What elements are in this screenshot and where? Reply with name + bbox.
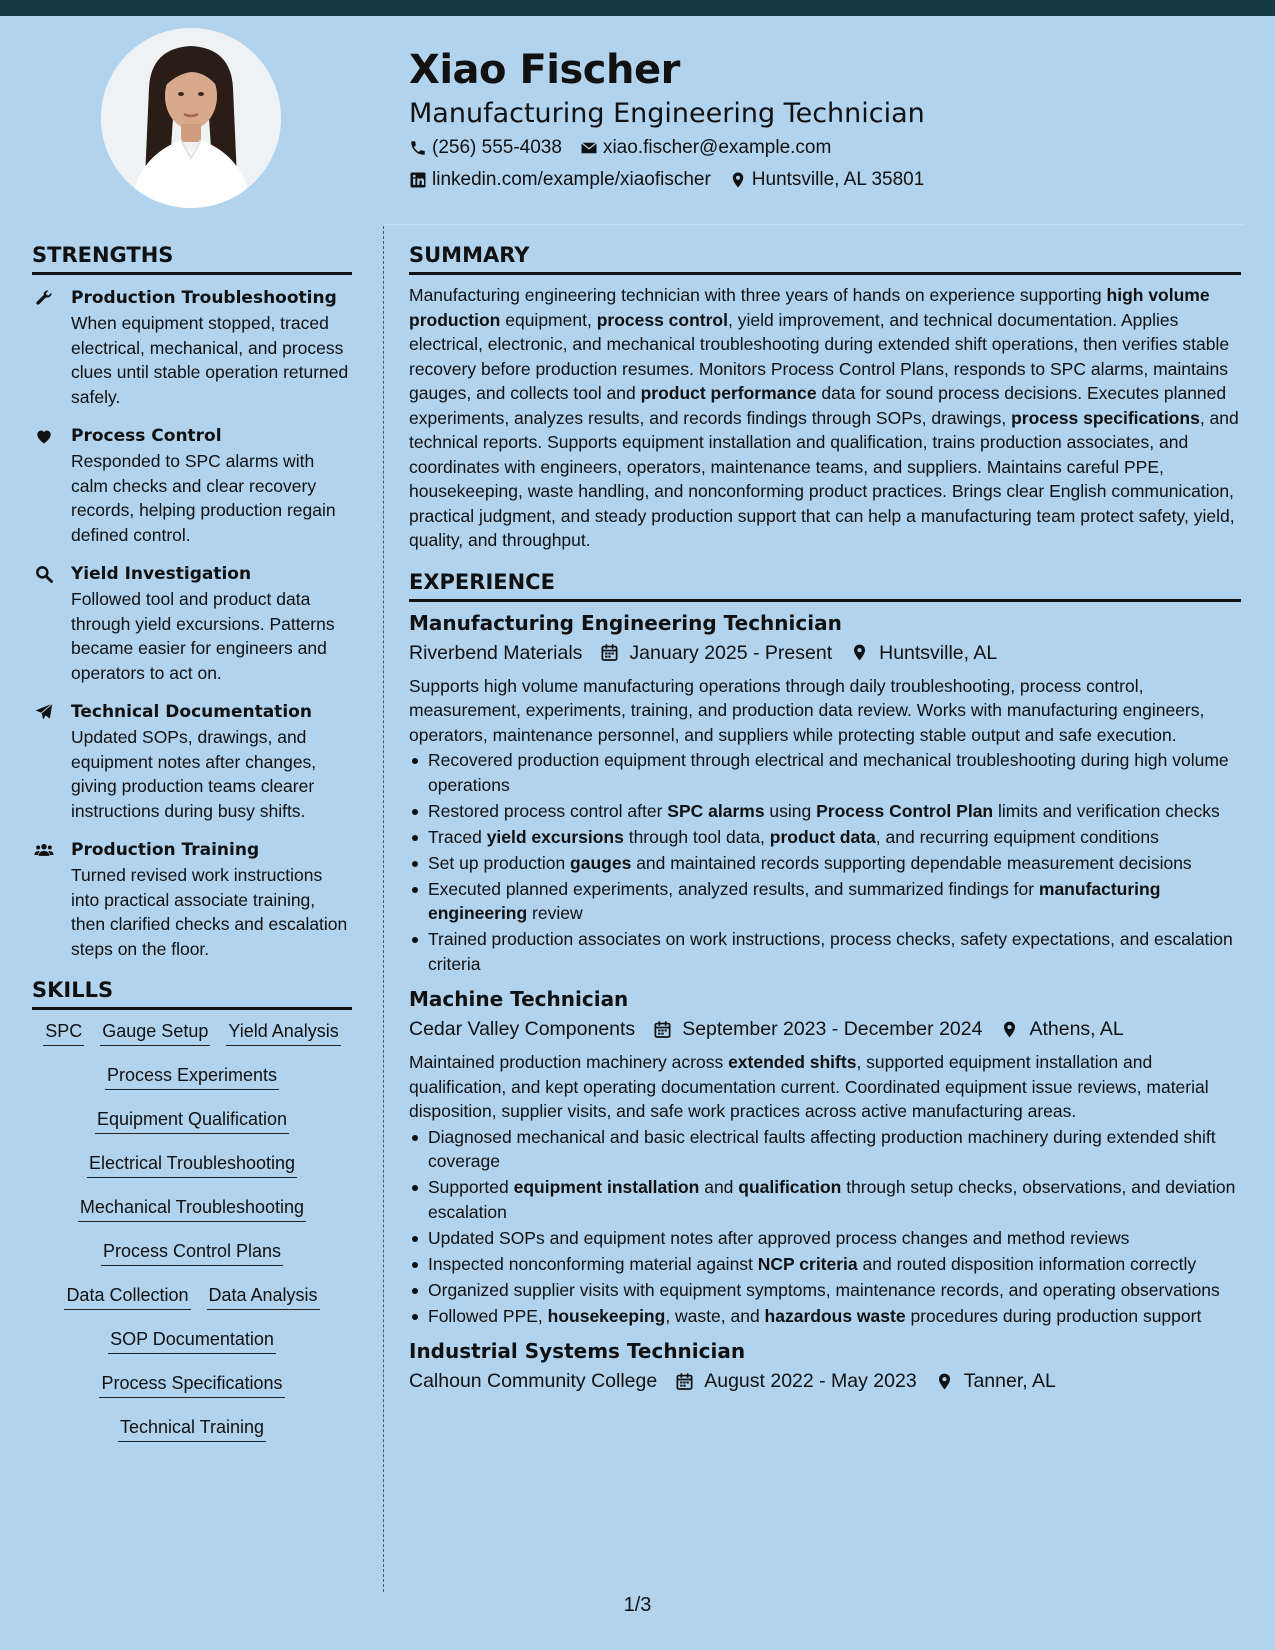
text-segment: Diagnosed mechanical and basic electrical faults affecting production machinery during extended shift coverage	[428, 1126, 1216, 1171]
skill-tag: Data Analysis	[207, 1284, 320, 1310]
bullet-item	[409, 1304, 1241, 1329]
bullet-item	[409, 748, 1241, 797]
text-segment: equipment,	[500, 309, 597, 330]
skill-tag: Process Specifications	[99, 1372, 284, 1398]
bold-text: process control	[596, 309, 728, 330]
job-title: Manufacturing Engineering Technician	[409, 610, 842, 635]
strengths-list	[32, 285, 352, 961]
text-segment: Inspected nonconforming material against	[428, 1253, 758, 1274]
location-text: Athens, AL	[1029, 1018, 1124, 1040]
job-location	[1000, 1014, 1123, 1044]
bullet-item	[409, 851, 1241, 876]
job-summary	[409, 1050, 1241, 1124]
text-segment: and	[699, 1177, 739, 1197]
skill-tag: SPC	[43, 1020, 84, 1046]
location-text: Tanner, AL	[963, 1370, 1056, 1392]
job-entry	[409, 984, 1241, 1328]
skill-row	[32, 1152, 352, 1178]
bullet-item	[409, 1226, 1241, 1251]
text-segment: Recovered production equipment through electrical and mechanical troubleshooting during high volume operations	[428, 750, 1229, 795]
skill-tag: Gauge Setup	[100, 1020, 210, 1046]
skill-tag: Electrical Troubleshooting	[87, 1152, 297, 1178]
calendar-icon	[675, 1372, 694, 1391]
skills-heading: SKILLS	[32, 975, 352, 1010]
strength-desc: Responded to SPC alarms with calm checks and clear recovery records, helping production regain defined control.	[71, 451, 336, 545]
dates-text: August 2022 - May 2023	[704, 1370, 917, 1392]
strength-body	[71, 423, 352, 547]
bullet-item	[409, 825, 1241, 850]
top-bar	[0, 0, 1275, 16]
job-meta	[409, 1366, 1241, 1396]
text-segment: , and recurring equipment conditions	[875, 826, 1159, 847]
text-segment: Supports high volume manufacturing operations through daily troubleshooting, process control, measurement, experiments, training, and production data review. Works with manufacturing engineers, operators, maintenance personnel, and suppliers while protecting stable output and safe execution.	[409, 675, 1205, 745]
strength-item	[32, 837, 352, 961]
bold-text: yield excursions	[486, 826, 624, 847]
location-text: Huntsville, AL 35801	[751, 169, 925, 190]
text-segment: Traced	[428, 826, 487, 847]
strength-title: Production Troubleshooting	[71, 288, 337, 308]
text-segment: data for sound process decisions. Executes planned experiments, analyzes results, and records findings through SOPs, drawings,	[409, 383, 1227, 428]
phone-icon	[409, 139, 427, 157]
text-segment: using	[764, 800, 817, 821]
map-pin-icon	[850, 643, 869, 662]
skill-tag: Mechanical Troubleshooting	[78, 1196, 306, 1222]
contact-row-2	[409, 164, 1249, 196]
text-segment: , supported equipment installation and qualification, and kept operating documentation current. Coordinated equipment issue reviews, material disposition, supplier visits, and safe work practices across active manufacturing areas.	[409, 1052, 1209, 1121]
summary-text	[409, 283, 1241, 553]
left-column	[32, 240, 352, 1460]
bold-text: product data	[769, 826, 876, 847]
strength-body	[71, 837, 352, 961]
page-number: 1/3	[623, 1594, 652, 1616]
bullet-item	[409, 1278, 1241, 1303]
map-pin-icon	[935, 1372, 954, 1391]
job-dates	[600, 638, 832, 668]
map-pin-icon	[1000, 1020, 1019, 1039]
bold-text: housekeeping	[547, 1305, 666, 1326]
skill-row	[32, 1284, 352, 1310]
strength-item	[32, 561, 352, 685]
strength-body	[71, 561, 352, 685]
phone-contact[interactable]	[409, 132, 562, 164]
right-column	[409, 240, 1241, 1402]
strength-icon-wrap	[32, 837, 71, 961]
text-segment: Supported	[428, 1177, 514, 1197]
job-dates	[675, 1366, 916, 1396]
job-location	[935, 1366, 1056, 1396]
strength-desc: Followed tool and product data through yield excursions. Patterns became easier for engineers and operators to act on.	[71, 589, 335, 683]
strength-title: Production Training	[71, 840, 260, 860]
strength-icon-wrap	[32, 285, 71, 409]
bullet-item	[409, 799, 1241, 824]
text-segment: and maintained records supporting dependable measurement decisions	[631, 852, 1192, 873]
text-segment: Organized supplier visits with equipment symptoms, maintenance records, and operating observations	[428, 1279, 1220, 1300]
text-segment: Executed planned experiments, analyzed results, and summarized findings for	[428, 878, 1039, 899]
strength-title: Technical Documentation	[71, 702, 312, 722]
calendar-icon	[653, 1020, 672, 1039]
header-divider	[384, 224, 1244, 225]
skill-tag: Data Collection	[64, 1284, 190, 1310]
strength-desc: Turned revised work instructions into practical associate training, then clarified checks and escalation steps on the floor.	[71, 865, 348, 959]
heart-icon	[34, 426, 54, 446]
skill-tag: Equipment Qualification	[95, 1108, 289, 1134]
bold-text: NCP criteria	[757, 1253, 858, 1274]
bold-text: Process Control Plan	[816, 800, 994, 821]
candidate-title: Manufacturing Engineering Technician	[409, 98, 925, 129]
text-segment: procedures during production support	[905, 1305, 1202, 1326]
text-segment: Maintained production machinery across	[409, 1052, 729, 1072]
text-segment: through tool data,	[623, 826, 770, 847]
job-bullets	[409, 748, 1241, 976]
strength-icon-wrap	[32, 699, 71, 823]
bullet-item	[409, 877, 1241, 926]
bullet-item	[409, 1125, 1241, 1174]
strengths-heading: STRENGTHS	[32, 240, 352, 275]
contact-row-1	[409, 132, 1249, 164]
bullet-item	[409, 927, 1241, 976]
email-contact[interactable]	[580, 132, 831, 164]
skill-row	[32, 1020, 352, 1046]
paper-plane-icon	[34, 702, 54, 722]
linkedin-contact[interactable]	[409, 164, 711, 196]
email-text: xiao.fischer@example.com	[602, 137, 832, 158]
bold-text: hazardous waste	[764, 1305, 906, 1326]
strength-item	[32, 699, 352, 823]
strength-icon-wrap	[32, 561, 71, 685]
strength-desc: When equipment stopped, traced electrical, mechanical, and process clues until stable operation returned safely.	[71, 313, 349, 407]
wrench-icon	[34, 288, 54, 308]
bold-text: product performance	[640, 383, 817, 403]
header	[409, 44, 1249, 196]
text-segment: Manufacturing engineering technician with three years of hands on experience supporting	[409, 285, 1107, 305]
text-segment: limits and verification checks	[993, 800, 1220, 821]
company-text: Calhoun Community College	[409, 1370, 658, 1392]
text-segment: , and technical reports. Supports equipment installation and qualification, trains production associates, and coordinates with engineers, operators, maintenance teams, and suppliers. Maintains careful PPE, housekeeping, waste handling, and nonconforming product practices. Brings clear English communication, practical judgment, and steady production support that can help a manufacturing team protect safety, yield, quality, and throughput.	[409, 407, 1239, 550]
job-dates	[653, 1014, 982, 1044]
skill-tag: Process Experiments	[105, 1064, 279, 1090]
location-contact	[729, 164, 925, 196]
location-text: Huntsville, AL	[879, 641, 998, 664]
company-text: Cedar Valley Components	[409, 1018, 636, 1040]
job-location	[850, 638, 997, 668]
job-title: Industrial Systems Technician	[409, 1339, 746, 1363]
text-segment: Trained production associates on work instructions, process checks, safety expectations, and escalation criteria	[428, 929, 1233, 974]
job-bullets	[409, 1125, 1241, 1329]
strength-item	[32, 285, 352, 409]
text-segment: Followed PPE,	[428, 1305, 548, 1326]
search-icon	[34, 564, 54, 584]
skill-row	[32, 1240, 352, 1266]
linkedin-icon	[409, 171, 427, 189]
text-segment: , yield improvement, and technical documentation. Applies electrical, electronic, and mechanical troubleshooting during extended shift operations, then verifies stable recovery before production resumes. Monitors Process Control Plans, responds to SPC alarms, maintains gauges, and collects tool and	[409, 309, 1230, 403]
skill-tag: Process Control Plans	[101, 1240, 283, 1266]
bullet-item	[409, 1175, 1241, 1224]
strength-title: Process Control	[71, 426, 222, 446]
bold-text: high volume production	[409, 285, 1210, 330]
dates-text: January 2025 - Present	[629, 641, 833, 664]
phone-text: (256) 555-4038	[432, 137, 562, 158]
job-company	[409, 1366, 657, 1396]
envelope-icon	[580, 139, 598, 157]
map-pin-icon	[729, 171, 747, 189]
bullet-item	[409, 1252, 1241, 1277]
bold-text: qualification	[738, 1177, 842, 1197]
job-company	[409, 1014, 635, 1044]
text-segment: and routed disposition information correctly	[857, 1253, 1197, 1274]
text-segment: review	[527, 903, 583, 923]
job-company	[409, 638, 582, 668]
strength-icon-wrap	[32, 423, 71, 547]
bold-text: extended shifts	[728, 1052, 857, 1072]
strength-item	[32, 423, 352, 547]
text-segment: through setup checks, observations, and deviation escalation	[428, 1177, 1236, 1222]
text-segment: Set up production	[428, 852, 571, 873]
skill-tag: SOP Documentation	[108, 1328, 276, 1354]
text-segment: Updated SOPs and equipment notes after approved process changes and method reviews	[428, 1227, 1130, 1248]
skill-tag: Yield Analysis	[226, 1020, 340, 1046]
skill-row	[32, 1328, 352, 1354]
job-summary	[409, 674, 1241, 748]
job-title: Machine Technician	[409, 987, 629, 1011]
column-divider	[383, 226, 384, 1592]
summary-heading: SUMMARY	[409, 240, 1241, 275]
bold-text: SPC alarms	[667, 800, 765, 821]
strength-desc: Updated SOPs, drawings, and equipment notes after changes, giving production teams clearer instructions during busy shifts.	[71, 727, 317, 821]
job-entry	[409, 608, 1241, 977]
skills-list	[32, 1020, 352, 1442]
skill-row	[32, 1108, 352, 1134]
strength-title: Yield Investigation	[71, 564, 252, 584]
candidate-name: Xiao Fischer	[409, 47, 680, 93]
experience-heading: EXPERIENCE	[409, 567, 1241, 602]
bold-text: equipment installation	[513, 1177, 700, 1197]
job-meta	[409, 638, 1241, 668]
dates-text: September 2023 - December 2024	[682, 1018, 983, 1040]
experience-list	[409, 608, 1241, 1397]
job-entry	[409, 1336, 1241, 1396]
strength-body	[71, 285, 352, 409]
strength-body	[71, 699, 352, 823]
bold-text: manufacturing engineering	[428, 878, 1161, 923]
bold-text: process specifications	[1011, 407, 1200, 428]
text-segment: , waste, and	[665, 1305, 765, 1326]
bold-text: gauges	[570, 852, 632, 873]
skill-row	[32, 1064, 352, 1090]
calendar-icon	[600, 643, 619, 662]
linkedin-text: linkedin.com/example/xiaofischer	[432, 169, 711, 190]
skill-row	[32, 1372, 352, 1398]
skill-row	[32, 1196, 352, 1222]
profile-photo	[101, 28, 281, 208]
text-segment: Restored process control after	[428, 800, 668, 821]
skill-row	[32, 1416, 352, 1442]
company-text: Riverbend Materials	[409, 641, 583, 664]
users-icon	[34, 840, 54, 860]
skill-tag: Technical Training	[118, 1416, 266, 1442]
job-meta	[409, 1014, 1241, 1044]
